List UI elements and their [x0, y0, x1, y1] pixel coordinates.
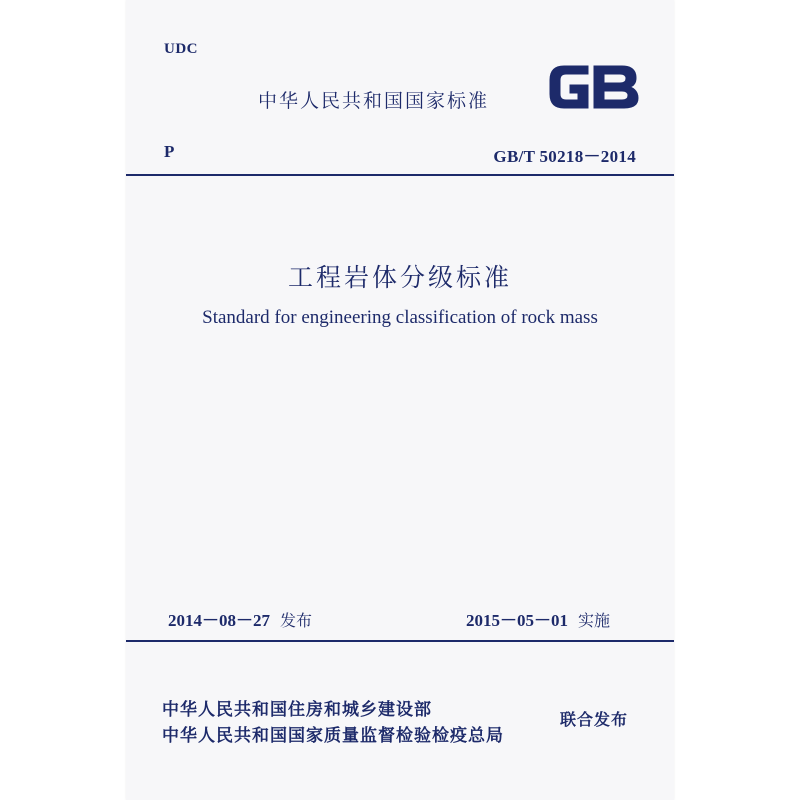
implement-label: 实施 — [578, 611, 611, 630]
udc-label: UDC — [164, 41, 198, 57]
title-chinese: 工程岩体分级标准 — [287, 263, 512, 292]
category-code: P — [164, 142, 175, 161]
gb-logo — [544, 58, 642, 116]
top-divider — [126, 174, 674, 176]
authority-aqsiq: 中华人民共和国国家质量监督检验检疫总局 — [162, 726, 504, 746]
issue-label: 发布 — [280, 611, 313, 630]
authority-ministry: 中华人民共和国住房和城乡建设部 — [162, 700, 432, 720]
standard-cover — [126, 0, 674, 800]
issue-date: 2014－08－27 — [168, 611, 270, 630]
bottom-divider — [126, 640, 674, 642]
title-english: Standard for engineering classification of rock mass — [202, 307, 598, 328]
issuer-heading: 中华人民共和国国家标准 — [258, 90, 490, 112]
implement-date: 2015－05－01 — [466, 611, 568, 630]
implement-date-line — [466, 606, 610, 631]
joint-issue-label: 联合发布 — [560, 710, 629, 729]
standard-number: GB/T 50218－2014 — [493, 147, 636, 166]
issue-date-line — [168, 606, 312, 631]
